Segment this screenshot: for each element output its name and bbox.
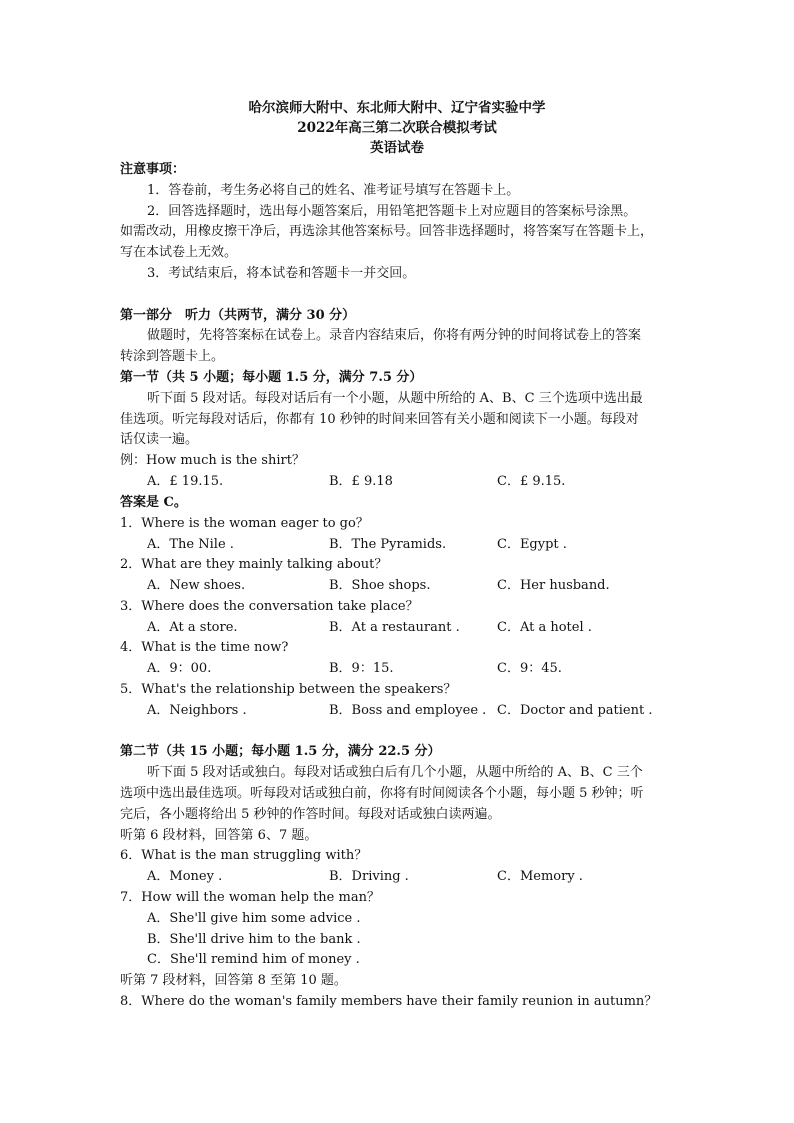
q2-option-b: B．Shoe shops. — [329, 578, 431, 593]
question-3: 3．Where does the conversation take place？ — [120, 599, 419, 614]
section2-intro-line-1: 听下面 5 段对话或独白。每段对话或独白后有几个小题，从题中所给的 A、B、C 三个 — [147, 765, 643, 780]
question-8: 8．Where do the woman's family members have their family reunion in autumn？ — [120, 994, 658, 1009]
question-5-options — [0, 701, 794, 720]
section1-intro-line-1: 听下面 5 段对话。每段对话后有一个小题，从题中所给的 A、B、C 三个选项中选出最 — [147, 391, 643, 406]
q2-option-c: C．Her husband. — [497, 578, 610, 593]
part1-intro-line-2: 转涂到答题卡上。 — [120, 349, 225, 364]
q7-option-c: C．She'll remind him of money . — [147, 952, 360, 967]
q3-option-a: A．At a store. — [147, 620, 238, 635]
q6-option-b: B．Driving . — [329, 869, 409, 884]
question-1-options — [0, 535, 794, 554]
notes-item-1: 1．答卷前，考生务必将自己的姓名、准考证号填写在答题卡上。 — [147, 183, 520, 198]
example-question: 例：How much is the shirt？ — [120, 453, 305, 468]
notes-item-3: 3．考试结束后，将本试卷和答题卡一并交回。 — [147, 266, 416, 281]
section1-heading: 第一节（共 5 小题；每小题 1.5 分，满分 7.5 分） — [120, 370, 423, 385]
school-title: 哈尔滨师大附中、东北师大附中、辽宁省实验中学 — [248, 100, 546, 116]
question-7: 7．How will the woman help the man？ — [120, 890, 380, 905]
notes-item-2-line-3: 写在本试卷上无效。 — [120, 245, 238, 260]
section1-intro-line-2: 佳选项。听完每段对话后，你都有 10 秒钟的时间来回答有关小题和阅读下一小题。每段对 — [120, 412, 639, 427]
q4-option-c: C．9：45. — [497, 661, 562, 676]
q3-option-c: C．At a hotel . — [497, 620, 592, 635]
q1-option-a: A．The Nile . — [147, 537, 234, 552]
question-5: 5．What's the relationship between the speakers？ — [120, 682, 457, 697]
part1-heading: 第一部分 听力（共两节，满分 30 分） — [120, 308, 356, 323]
q3-option-b: B．At a restaurant . — [329, 620, 460, 635]
q5-option-c: C．Doctor and patient . — [497, 703, 653, 718]
material-7-instruction: 听第 7 段材料，回答第 8 至第 10 题。 — [120, 973, 347, 988]
question-6-options — [0, 867, 794, 886]
question-4: 4．What is the time now? — [120, 640, 289, 655]
question-6: 6．What is the man struggling with？ — [120, 848, 368, 863]
q7-option-a: A．She'll give him some advice . — [147, 911, 361, 926]
q6-option-c: C．Memory . — [497, 869, 583, 884]
part1-intro-line-1: 做题时，先将答案标在试卷上。录音内容结束后，你将有两分钟的时间将试卷上的答案 — [147, 328, 642, 343]
section2-intro-line-2: 选项中选出最佳选项。听每段对话或独白前，你将有时间阅读各个小题，每小题 5 秒钟；听 — [120, 786, 644, 801]
notes-item-2-line-2: 如需改动，用橡皮擦干净后，再选涂其他答案标号。回答非选择题时，将答案写在答题卡上， — [120, 224, 654, 239]
q2-option-a: A．New shoes. — [147, 578, 246, 593]
q5-option-b: B．Boss and employee . — [329, 703, 487, 718]
question-4-options — [0, 659, 794, 678]
q4-option-b: B．9：15. — [329, 661, 394, 676]
question-1: 1．Where is the woman eager to go？ — [120, 516, 369, 531]
notes-item-2-line-1: 2．回答选择题时，选出每小题答案后，用铅笔把答题卡上对应题目的答案标号涂黑。 — [147, 204, 637, 219]
q1-option-c: C．Egypt . — [497, 537, 567, 552]
section1-intro-line-3: 话仅读一遍。 — [120, 432, 199, 447]
question-2-options — [0, 576, 794, 595]
question-2: 2．What are they mainly talking about？ — [120, 557, 388, 572]
section2-intro-line-3: 完后，各小题将给出 5 秒钟的作答时间。每段对话或独白读两遍。 — [120, 807, 501, 822]
example-option-c: C．£ 9.15. — [497, 474, 566, 489]
question-3-options — [0, 618, 794, 637]
example-options — [0, 472, 794, 491]
material-6-instruction: 听第 6 段材料，回答第 6、7 题。 — [120, 828, 318, 843]
example-option-a: A．£ 19.15. — [147, 474, 224, 489]
q1-option-b: B．The Pyramids. — [329, 537, 447, 552]
q5-option-a: A．Neighbors . — [147, 703, 247, 718]
example-answer: 答案是 C。 — [120, 495, 187, 510]
q7-option-b: B．She'll drive him to the bank . — [147, 932, 361, 947]
q6-option-a: A．Money . — [147, 869, 223, 884]
notes-heading: 注意事项： — [120, 162, 186, 177]
q4-option-a: A．9：00. — [147, 661, 212, 676]
section2-heading: 第二节（共 15 小题；每小题 1.5 分，满分 22.5 分） — [120, 744, 441, 759]
example-option-b: B．£ 9.18 — [329, 474, 393, 489]
exam-title: 2022年高三第二次联合模拟考试 — [297, 120, 497, 136]
subject-title: 英语试卷 — [370, 140, 424, 156]
